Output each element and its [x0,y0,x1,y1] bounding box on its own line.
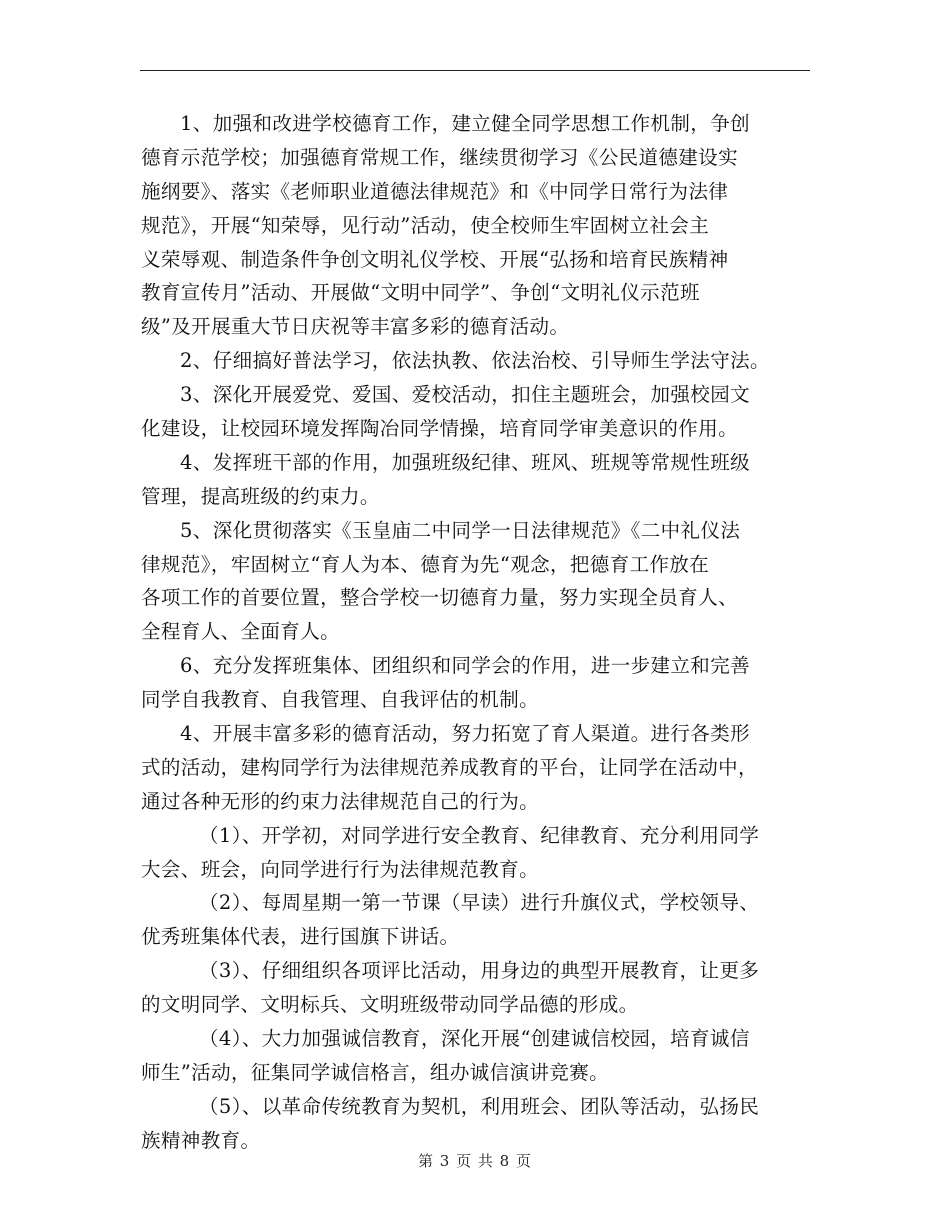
paragraph-line: 师生”活动，征集同学诚信格言，组办诚信演讲竞赛。 [141,1060,610,1084]
paragraph-line: 律规范》，牢固树立“育人为本、德育为先“观念，把德育工作放在 [141,552,710,576]
paragraph-line: 大会、班会，向同学进行行为法律规范教育。 [141,857,540,881]
paragraph-line: 全程育人、全面育人。 [141,620,341,644]
paragraph-line: 5、深化贯彻落实《玉皇庙二中同学一日法律规范》《二中礼仪法 [180,518,741,542]
paragraph-line: （5）、以革命传统教育为契机，利用班会、团队等活动，弘扬民 [199,1094,760,1118]
paragraph-line: 4、发挥班干部的作用，加强班级纪律、班风、班规等常规性班级 [180,450,751,474]
paragraph-line: 族精神教育。 [141,1128,261,1152]
paragraph-line: 6、充分发挥班集体、团组织和同学会的作用，进一步建立和完善 [180,654,751,678]
paragraph-line: 化建设，让校园环境发挥陶冶同学情操，培育同学审美意识的作用。 [141,417,739,441]
paragraph-line: 管理，提高班级的约束力。 [141,484,380,508]
paragraph-line: 2、仔细搞好普法学习，依法执教、依法治校、引导师生学法守法。 [180,349,770,373]
paragraph-line: 优秀班集体代表，进行国旗下讲话。 [141,925,460,949]
paragraph-line: 级”及开展重大节日庆祝等丰富多彩的德育活动。 [141,315,570,339]
paragraph-line: 施纲要》、落实《老师职业道德法律规范》和《中同学日常行为法律 [141,179,729,203]
paragraph-line: 教育宣传月”活动、开展做“文明中同学”、争创“文明礼仪示范班 [141,281,700,305]
document-body [141,107,831,1158]
paragraph-line: 同学自我教育、自我管理、自我评估的机制。 [141,688,540,712]
page-number-footer: 第 3 页 共 8 页 [418,1152,532,1170]
paragraph-line: 的文明同学、文明标兵、文明班级带动同学品德的形成。 [141,993,639,1017]
paragraph-line: （4）、大力加强诚信教育，深化开展“创建诚信校园，培育诚信 [199,1027,750,1051]
paragraph-line: 各项工作的首要位置，整合学校一切德育力量，努力实现全员育人、 [141,586,739,610]
paragraph-line: （1）、开学初，对同学进行安全教育、纪律教育、充分利用同学 [199,823,760,847]
paragraph-line: 规范》，开展“知荣辱，见行动”活动，使全校师生牢固树立社会主 [141,213,710,237]
paragraph-line: 德育示范学校；加强德育常规工作，继续贯彻学习《公民道德建设实 [141,145,739,169]
paragraph-line: 3、深化开展爱党、爱国、爱校活动，扣住主题班会，加强校园文 [180,383,751,407]
paragraph-line: 1、加强和改进学校德育工作，建立健全同学思想工作机制，争创 [180,112,751,135]
paragraph-line: 式的活动，建构同学行为法律规范养成教育的平台，让同学在活动中， [141,755,758,779]
paragraph-line: （3）、仔细组织各项评比活动，用身边的典型开展教育，让更多 [199,959,760,983]
paragraph-line: 4、开展丰富多彩的德育活动，努力拓宽了育人渠道。进行各类形 [180,722,751,746]
header-rule [140,70,810,71]
paragraph-line: 通过各种无形的约束力法律规范自己的行为。 [141,789,540,813]
paragraph-line: 义荣辱观、制造条件争创文明礼仪学校、开展“弘扬和培育民族精神 [141,247,729,271]
paragraph-line: （2）、每周星期一第一节课（早读）进行升旗仪式，学校领导、 [199,891,760,915]
